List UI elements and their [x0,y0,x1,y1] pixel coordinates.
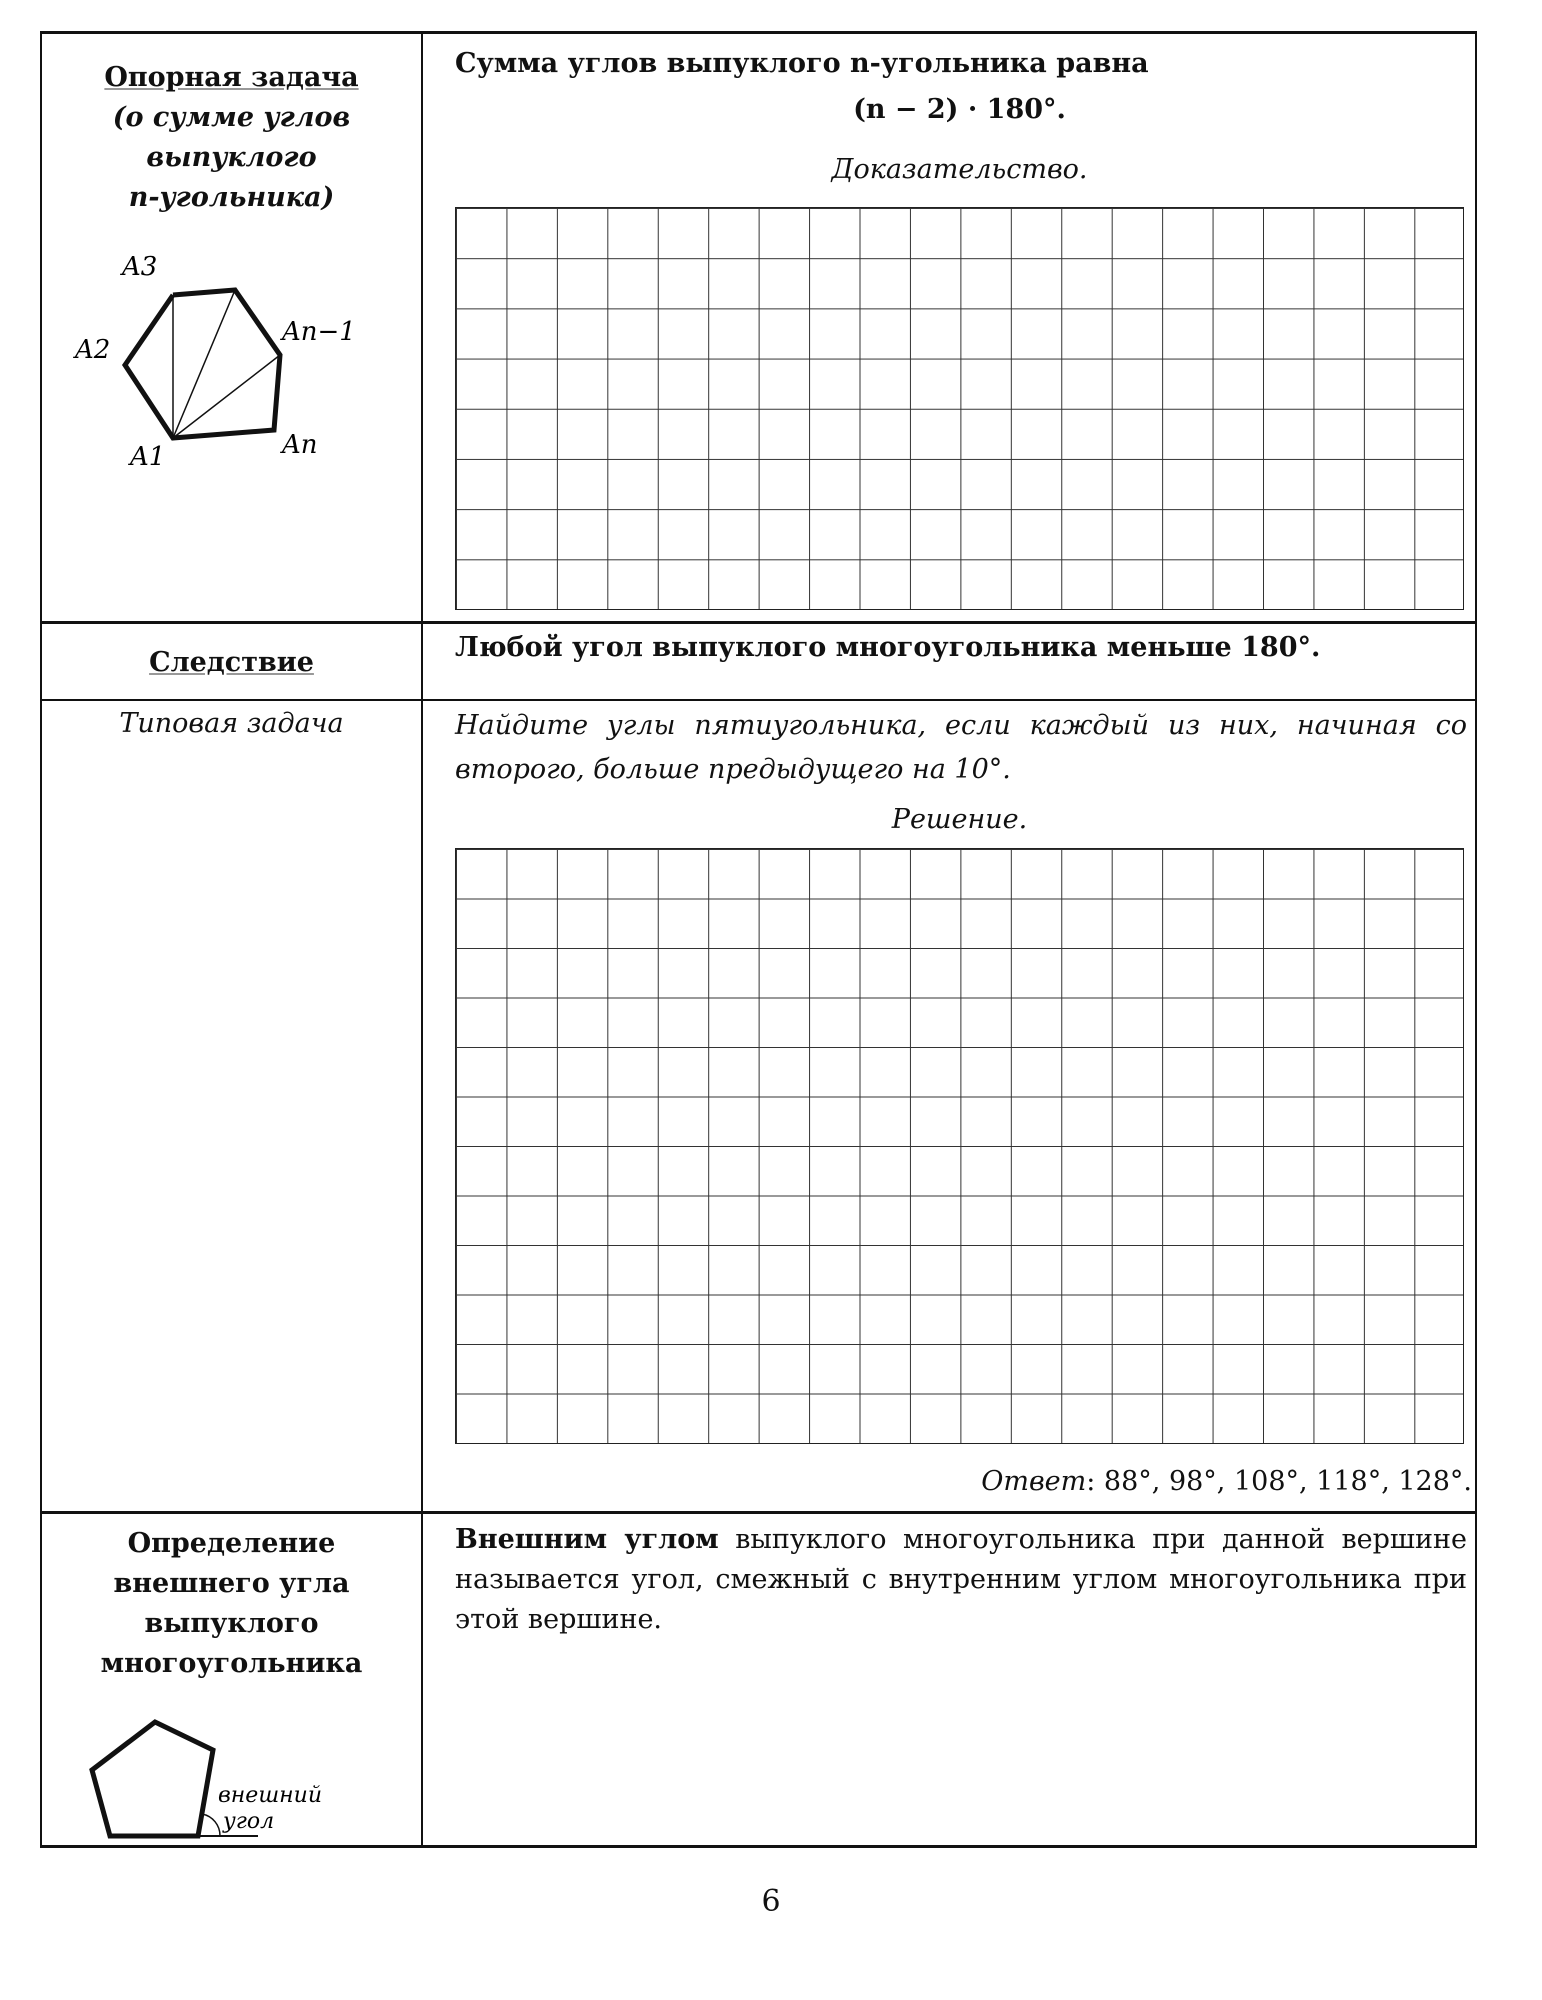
definition-text [455,1520,1467,1640]
theorem-formula: (n − 2) · 180°. [853,94,1066,125]
table-border [1475,31,1477,1848]
proof-grid[interactable] [455,207,1464,610]
label-an-1: An−1 [282,317,356,347]
answer-label: Ответ [981,1466,1087,1497]
column-divider [421,31,423,1848]
proof-label: Доказательство. [831,154,1088,185]
label-an: An [282,430,318,460]
label-a3: A3 [122,252,158,282]
row-divider [40,1511,1477,1514]
definition-term: Внешним углом [455,1524,719,1555]
row-title: многоугольника [100,1648,363,1679]
row-title: выпуклого [144,1608,319,1639]
answer-line [981,1462,1472,1502]
row-title: Опорная задача [104,62,359,93]
row-subtitle: (о сумме углов [112,102,351,133]
row-title: Определение [127,1528,336,1559]
figure-label: внешний [218,1783,322,1808]
row-divider [40,621,1477,624]
answer-value: : 88°, 98°, 108°, 118°, 128°. [1086,1466,1472,1497]
row-title: Типовая задача [119,708,344,739]
table-border [40,31,1477,34]
label-a2: A2 [75,335,111,365]
row-divider [40,699,1477,701]
row-title: внешнего угла [113,1568,350,1599]
page-number: 6 [761,1884,781,1919]
theorem-statement: Сумма углов выпуклого n-угольника равна [455,48,1149,79]
figure-label: угол [223,1809,275,1834]
solution-label: Решение. [891,804,1028,835]
row-subtitle: n-угольника) [128,182,335,213]
definition-body: выпуклого многоугольника при данной вершине называется угол, смежный с внутренним углом многоугольника при этой вершине. [455,1524,1468,1635]
table-border [40,1845,1477,1848]
polygon-diagonals-figure [60,240,380,480]
corollary-statement: Любой угол выпуклого многоугольника меньше 180°. [455,632,1321,663]
solution-grid[interactable] [455,848,1464,1444]
problem-text: Найдите углы пятиугольника, если каждый из них, начиная со второго, больше предыдущего на 10°. [455,710,1467,785]
row-subtitle: выпуклого [146,142,317,173]
label-a1: A1 [130,442,166,472]
row-title: Следствие [149,647,314,678]
exterior-angle-figure [60,1710,380,1840]
